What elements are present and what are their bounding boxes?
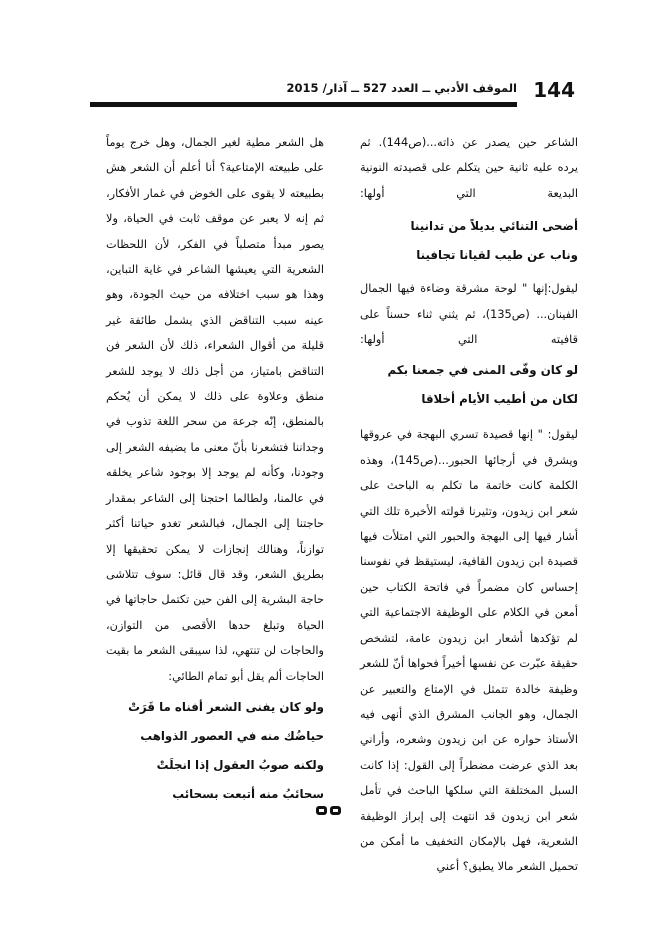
right-column xyxy=(360,130,578,880)
verse-line: لو كان وفّى المنى في جمعنا بكم xyxy=(387,363,578,378)
verse-line: سحائبُ منه أتبعت بسحائب xyxy=(172,786,324,801)
verse-line: وناب عن طيب لقيانا تجافينا xyxy=(416,248,578,263)
paragraph: ليقول:إنها " لوحة مشرقة وضاءة فيها الجمال الفينان... (ص135)، ثم يثني ثناء حسناً على قافيته التي أولها: xyxy=(360,282,578,347)
page-number: 144 xyxy=(533,78,575,102)
verse-line: أضحى التنائي بديلاً من تدانينا xyxy=(410,219,578,234)
header-rule xyxy=(90,102,517,107)
verse-line: ولكنه صوبُ العقول إذا انجلَتْ xyxy=(156,757,324,772)
footer-ornament xyxy=(316,806,346,818)
paragraph: هل الشعر مطية لغير الجمال، وهل خرج يوماً على طبيعته الإمتاعية؟ أنا أعلم أن الشعر هش بطبيعته لا يقوى على الخوض في غمار الأفكار، ثم إنه لا يعبر عن موقف ثابت في الحياة، ولا يصور مبدأ متصلباً في الفكر، لأن اللحظات الشعرية التي يعيشها الشاعر في غاية التباين، وهذا هو سبب اختلافه من حيث الجودة، وهو عينه سبب التناقض الذي يشمل طائفة غير قليلة من أقوال الشعراء، ذلك لأن الشعر فن التناقض بامتياز، من أجل ذلك لا يوجد للشعر منطق وعلاوة على ذلك لا يمكن أن يُحكم بالمنطق، إنّه جرعة من سحر اللغة تذوب في وجداننا فتشعرنا بأنّ معنى ما يضيفه الشعر إلى وجودنا، وكأنه لم يوجد إلا بوجود شاعر يخلقه في عالمنا، ولطالما احتجنا إلى الشاعر بمقدار حاجتنا إلى الجمال، فبالشعر تغدو حياتنا أكثر توازناً، وهنالك إنجازات لا يمكن تحقيقها إلا بطريق الشعر، وقد قال قائل: سوف تتلاشى حاجة البشرية إلى الفن حين تكتمل حاجاتها في الحياة وتبلغ حدها الأقصى من التوازن، والحاجات لن تنتهي، لذا سيبقى الشعر ما بقيت الحاجات ألم يقل أبو تمام الطائي: xyxy=(106,136,324,683)
journal-info: الموقف الأدبي ــ العدد 527 ــ آذار/ 2015 xyxy=(286,81,517,95)
page-header xyxy=(90,72,575,112)
verse-line: لكان من أطيب الأيام أخلاقا xyxy=(421,392,578,407)
paragraph: الشاعر حين يصدر عن ذاته...(ص144). ثم يرده عليه ثانية حين يتكلم على قصيدته النونية البديعة التي أولها: xyxy=(360,136,578,200)
verse-line: حياضُك منه في العصور الذواهب xyxy=(140,728,324,743)
paragraph: ليقول: " إنها قصيدة تسري البهجة في عروقها ويشرق في أرجائها الحبور...(ص145)، وهذه الكلمة كانت خاتمة ما تكلم به الباحث على شعر ابن زيدون، وتثيرنا قولته الأخيرة تلك التي أشار فيها إلى البهجة والحبور التي امتلأت فيها قصيدة ابن زيدون القافية، ليستيقظ في نفوسنا إحساس كان مضمراً في فاتحة الكتاب حين أمعن في الكلام على الوظيفة الاجتماعية التي لم تؤكدها أشعار ابن زيدون عامة، لتشخص حقيقة عبّرت عن نفسها أخيراً فحواها أنّ للشعر وظيفة خالدة تتمثل في الإمتاع والتعبير عن الجمال، وهو الجانب المشرق الذي أنهى فيه الأستاذ حواره عن ابن زيدون وشعره، وأراني بعد الذي عرضت مضطراً إلى القول: إذا كانت السبل المختلفة التي سلكها الباحث في تأمل شعر ابن زيدون قد انتهت إلى إبراز الوظيفة الشعرية، فهل بالإمكان التخفيف ما أمكن من تحميل الشعر مالا يطيق؟ أعني xyxy=(360,428,578,874)
left-column xyxy=(106,130,324,809)
verse-line: ولو كان يفنى الشعر أفناه ما قَرَتْ xyxy=(128,699,324,714)
